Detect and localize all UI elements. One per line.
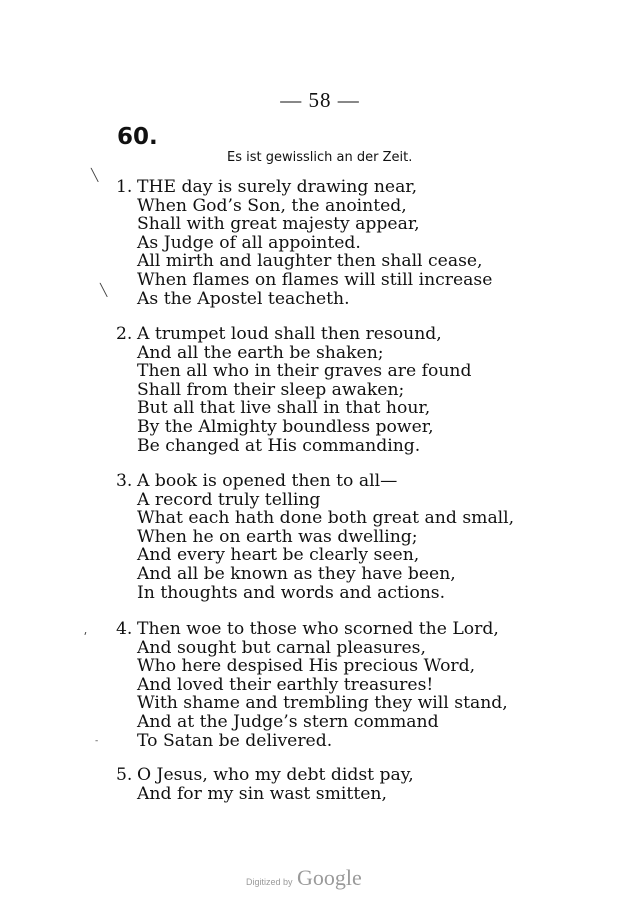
- stanza-line: 5. O Jesus, who my debt didst pay,: [116, 765, 414, 785]
- stanza-line: And at the Judge’s stern command: [137, 711, 439, 732]
- margin-mark: ⸴: [84, 624, 88, 638]
- stanza-line: As Judge of all appointed.: [137, 232, 361, 253]
- stanza-line: A record truly telling: [137, 489, 321, 510]
- stanza-line: 1. THE day is surely drawing near,: [116, 177, 418, 197]
- tune-title: Es ist gewisslich an der Zeit.: [227, 150, 413, 165]
- stanza-number: 4.: [116, 619, 133, 639]
- stanza-line: In thoughts and words and actions.: [137, 582, 446, 603]
- stanza-line: Shall from their sleep awaken;: [137, 379, 405, 400]
- digitized-by-label: Digitized by: [246, 877, 293, 887]
- stanza-line: And every heart be clearly seen,: [137, 545, 420, 566]
- stanza-line: When God’s Son, the anointed,: [137, 195, 407, 216]
- stanza-number: 1.: [116, 177, 133, 197]
- stanza-1: [116, 178, 492, 308]
- stanza-4: [116, 620, 508, 750]
- stanza-line: Who here despised His precious Word,: [137, 656, 476, 677]
- hymn-number: 60.: [117, 124, 158, 150]
- stanza-3: [116, 472, 514, 602]
- stanza-number: 2.: [116, 324, 133, 344]
- google-logo: Google: [296, 865, 362, 890]
- stanza-line: All mirth and laughter then shall cease,: [137, 251, 483, 272]
- stanza-line: And loved their earthly treasures!: [137, 674, 434, 695]
- stanza-line: And all be known as they have been,: [137, 563, 456, 584]
- page-number: — 58 —: [280, 88, 360, 112]
- stanza-line: As the Apostel teacheth.: [137, 288, 350, 309]
- stanza-line: But all that live shall in that hour,: [137, 398, 431, 419]
- stanza-5: [116, 766, 414, 803]
- stanza-line: And all the earth be shaken;: [137, 342, 384, 363]
- margin-mark: ‐: [95, 736, 99, 746]
- margin-mark: ╲: [100, 283, 108, 297]
- stanza-line: With shame and trembling they will stand,: [137, 693, 508, 714]
- stanza-line: Be changed at His commanding.: [137, 435, 421, 456]
- stanza-line: Then all who in their graves are found: [137, 361, 472, 382]
- stanza-line: 4. Then woe to those who scorned the Lord,: [116, 619, 499, 639]
- stanza-line: When he on earth was dwelling;: [137, 526, 418, 547]
- stanza-line: What each hath done both great and small,: [137, 508, 515, 529]
- stanza-number: 5.: [116, 765, 133, 785]
- stanza-line: When flames on flames will still increase: [137, 269, 493, 290]
- stanza-2: [116, 325, 471, 455]
- stanza-number: 3.: [116, 471, 133, 491]
- stanza-line: 3. A book is opened then to all—: [116, 471, 398, 491]
- stanza-line: Shall with great majesty appear,: [137, 214, 420, 235]
- stanza-line: By the Almighty boundless power,: [137, 416, 434, 437]
- stanza-line: And sought but carnal pleasures,: [137, 637, 426, 658]
- margin-mark: ╲: [91, 168, 99, 182]
- stanza-line: And for my sin wast smitten,: [137, 783, 387, 804]
- digitized-watermark: [246, 865, 362, 891]
- stanza-line: 2. A trumpet loud shall then resound,: [116, 324, 442, 344]
- stanza-line: To Satan be delivered.: [137, 730, 333, 751]
